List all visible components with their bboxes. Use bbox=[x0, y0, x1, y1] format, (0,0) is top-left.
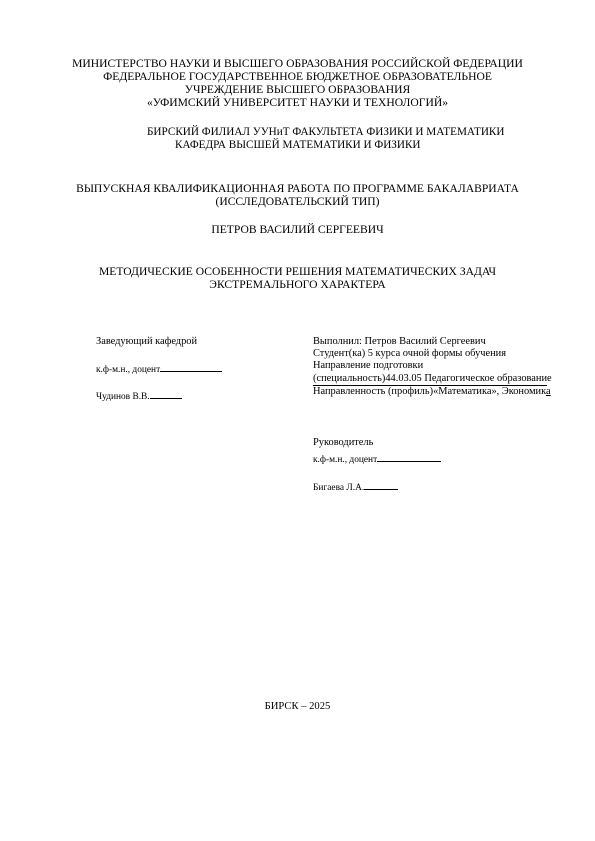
profile-text: Направленность (профиль)«Математика», Экономик bbox=[313, 386, 546, 397]
supervisor-degree: к.ф-м.н., доцент bbox=[313, 455, 378, 465]
direction-label: Направление подготовки bbox=[313, 360, 424, 371]
head-name: Чудинов В.В. bbox=[96, 392, 150, 402]
supervisor-degree-signature bbox=[313, 452, 441, 466]
university-name: «УФИМСКИЙ УНИВЕРСИТЕТ НАУКИ И ТЕХНОЛОГИЙ» bbox=[146, 96, 449, 109]
profile-last-letter: а bbox=[546, 386, 551, 397]
student-performed: Выполнил: Петров Василий Сергеевич bbox=[313, 336, 486, 347]
signature-line bbox=[364, 480, 398, 490]
ministry-line-2: ФЕДЕРАЛЬНОЕ ГОСУДАРСТВЕННОЕ БЮДЖЕТНОЕ ОБРАЗОВАТЕЛЬНОЕ bbox=[103, 70, 492, 83]
thesis-title-line-1: МЕТОДИЧЕСКИЕ ОСОБЕННОСТИ РЕШЕНИЯ МАТЕМАТИЧЕСКИХ ЗАДАЧ bbox=[98, 265, 497, 278]
ministry-line-1: МИНИСТЕРСТВО НАУКИ И ВЫСШЕГО ОБРАЗОВАНИЯ РОССИЙСКОЙ ФЕДЕРАЦИИ bbox=[72, 57, 523, 70]
supervisor-name-signature bbox=[313, 480, 398, 494]
head-name-signature bbox=[96, 389, 182, 403]
signature-line bbox=[150, 389, 182, 399]
head-degree-signature bbox=[96, 362, 222, 376]
head-of-department-label: Заведующий кафедрой bbox=[96, 336, 198, 347]
department-line: КАФЕДРА ВЫСШЕЙ МАТЕМАТИКИ И ФИЗИКИ bbox=[175, 139, 421, 151]
head-degree: к.ф-м.н., доцент bbox=[96, 365, 161, 375]
ministry-line-3: УЧРЕЖДЕНИЕ ВЫСШЕГО ОБРАЗОВАНИЯ bbox=[184, 83, 411, 96]
work-type-line-2: (ИССЛЕДОВАТЕЛЬСКИЙ ТИП) bbox=[215, 195, 380, 208]
signature-line bbox=[377, 452, 441, 462]
direction-value-text: (специальность)44.03.05 Педагогическое образование bbox=[313, 373, 552, 384]
city-year: БИРСК – 2025 bbox=[264, 701, 331, 712]
branch-line: БИРСКИЙ ФИЛИАЛ УУНиТ ФАКУЛЬТЕТА ФИЗИКИ И МАТЕМАТИКИ bbox=[147, 126, 505, 138]
supervisor-label: Руководитель bbox=[313, 437, 374, 448]
work-type-line-1: ВЫПУСКНАЯ КВАЛИФИКАЦИОННАЯ РАБОТА ПО ПРОГРАММЕ БАКАЛАВРИАТА bbox=[76, 182, 519, 195]
signature-line bbox=[160, 362, 222, 372]
direction-value bbox=[313, 373, 552, 386]
author-name: ПЕТРОВ ВАСИЛИЙ СЕРГЕЕВИЧ bbox=[211, 223, 384, 236]
supervisor-name: Бигаева Л.А. bbox=[313, 483, 365, 493]
student-course: Студент(ка) 5 курса очной формы обучения bbox=[313, 348, 506, 359]
profile-line bbox=[313, 386, 551, 398]
thesis-title-line-2: ЭКСТРЕМАЛЬНОГО ХАРАКТЕРА bbox=[209, 278, 386, 291]
